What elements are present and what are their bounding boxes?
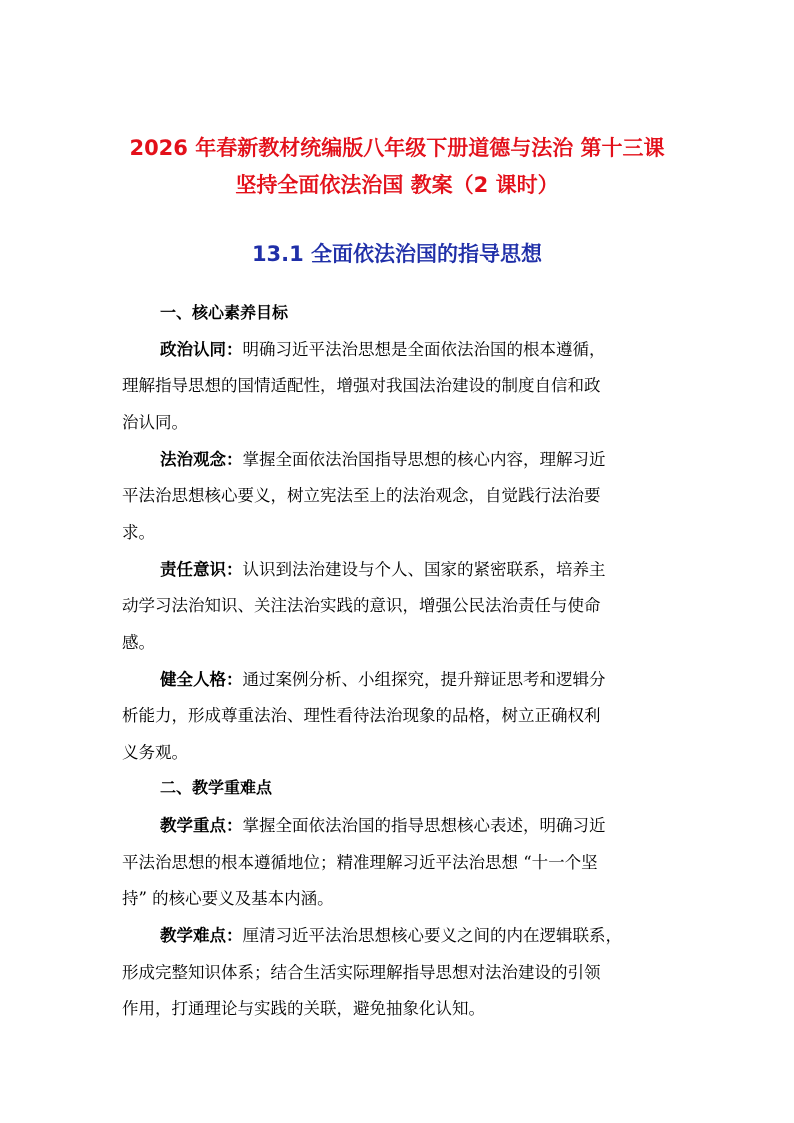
teaching-key-point (160, 815, 606, 837)
goal-text-line: 治认同。 (122, 413, 188, 432)
point-text: 掌握全面依法治国的指导思想核心表述，明确习近 (242, 816, 606, 835)
goal-rule-of-law-concept (160, 449, 606, 471)
goal-label: 政治认同： (160, 340, 243, 359)
goal-text: 明确习近平法治思想是全面依法治国的根本遵循， (242, 340, 606, 359)
point-text-line: 形成完整知识体系；结合生活实际理解指导思想对法治建设的引领 (122, 963, 601, 982)
goal-text: 掌握全面依法治国指导思想的核心内容，理解习近 (242, 450, 606, 469)
goal-text-line: 平法治思想核心要义，树立宪法至上的法治观念，自觉践行法治要 (122, 486, 601, 505)
goal-text-line: 求。 (122, 523, 155, 542)
point-label: 教学重点： (160, 816, 243, 835)
section-title: 13.1 全面依法治国的指导思想 (251, 242, 543, 266)
goal-text-line: 理解指导思想的国情适配性，增强对我国法治建设的制度自信和政 (122, 376, 601, 395)
point-label: 教学难点： (160, 926, 243, 945)
point-text-line: 作用，打通理论与实践的关联，避免抽象化认知。 (122, 999, 485, 1018)
teaching-difficult-point (160, 925, 622, 947)
point-text: 厘清习近平法治思想核心要义之间的内在逻辑联系， (242, 926, 622, 945)
document-title-line-1: 2026 年春新教材统编版八年级下册道德与法治 第十三课 (129, 136, 665, 160)
heading-core-literacy-goals: 一、核心素养目标 (160, 303, 289, 322)
goal-text: 认识到法治建设与个人、国家的紧密联系，培养主 (242, 560, 606, 579)
point-text-line: 持” 的核心要义及基本内涵。 (122, 889, 334, 908)
goal-label: 责任意识： (160, 560, 243, 579)
point-text-line: 平法治思想的根本遵循地位；精准理解习近平法治思想 “十一个坚 (122, 853, 598, 872)
goal-text-line: 义务观。 (122, 743, 188, 762)
document-title-line-2: 坚持全面依法治国 教案（2 课时） (235, 173, 559, 197)
goal-text-line: 感。 (122, 633, 155, 652)
goal-text: 通过案例分析、小组探究，提升辩证思考和逻辑分 (242, 670, 606, 689)
goal-text-line: 析能力，形成尊重法治、理性看待法治现象的品格，树立正确权利 (122, 706, 601, 725)
goal-label: 健全人格： (160, 670, 243, 689)
goal-label: 法治观念： (160, 450, 243, 469)
goal-political-identity (160, 339, 606, 361)
goal-text-line: 动学习法治知识、关注法治实践的意识，增强公民法治责任与使命 (122, 596, 601, 615)
goal-sound-personality (160, 669, 606, 691)
goal-responsibility (160, 559, 606, 581)
heading-key-difficult-points: 二、教学重难点 (160, 778, 273, 797)
